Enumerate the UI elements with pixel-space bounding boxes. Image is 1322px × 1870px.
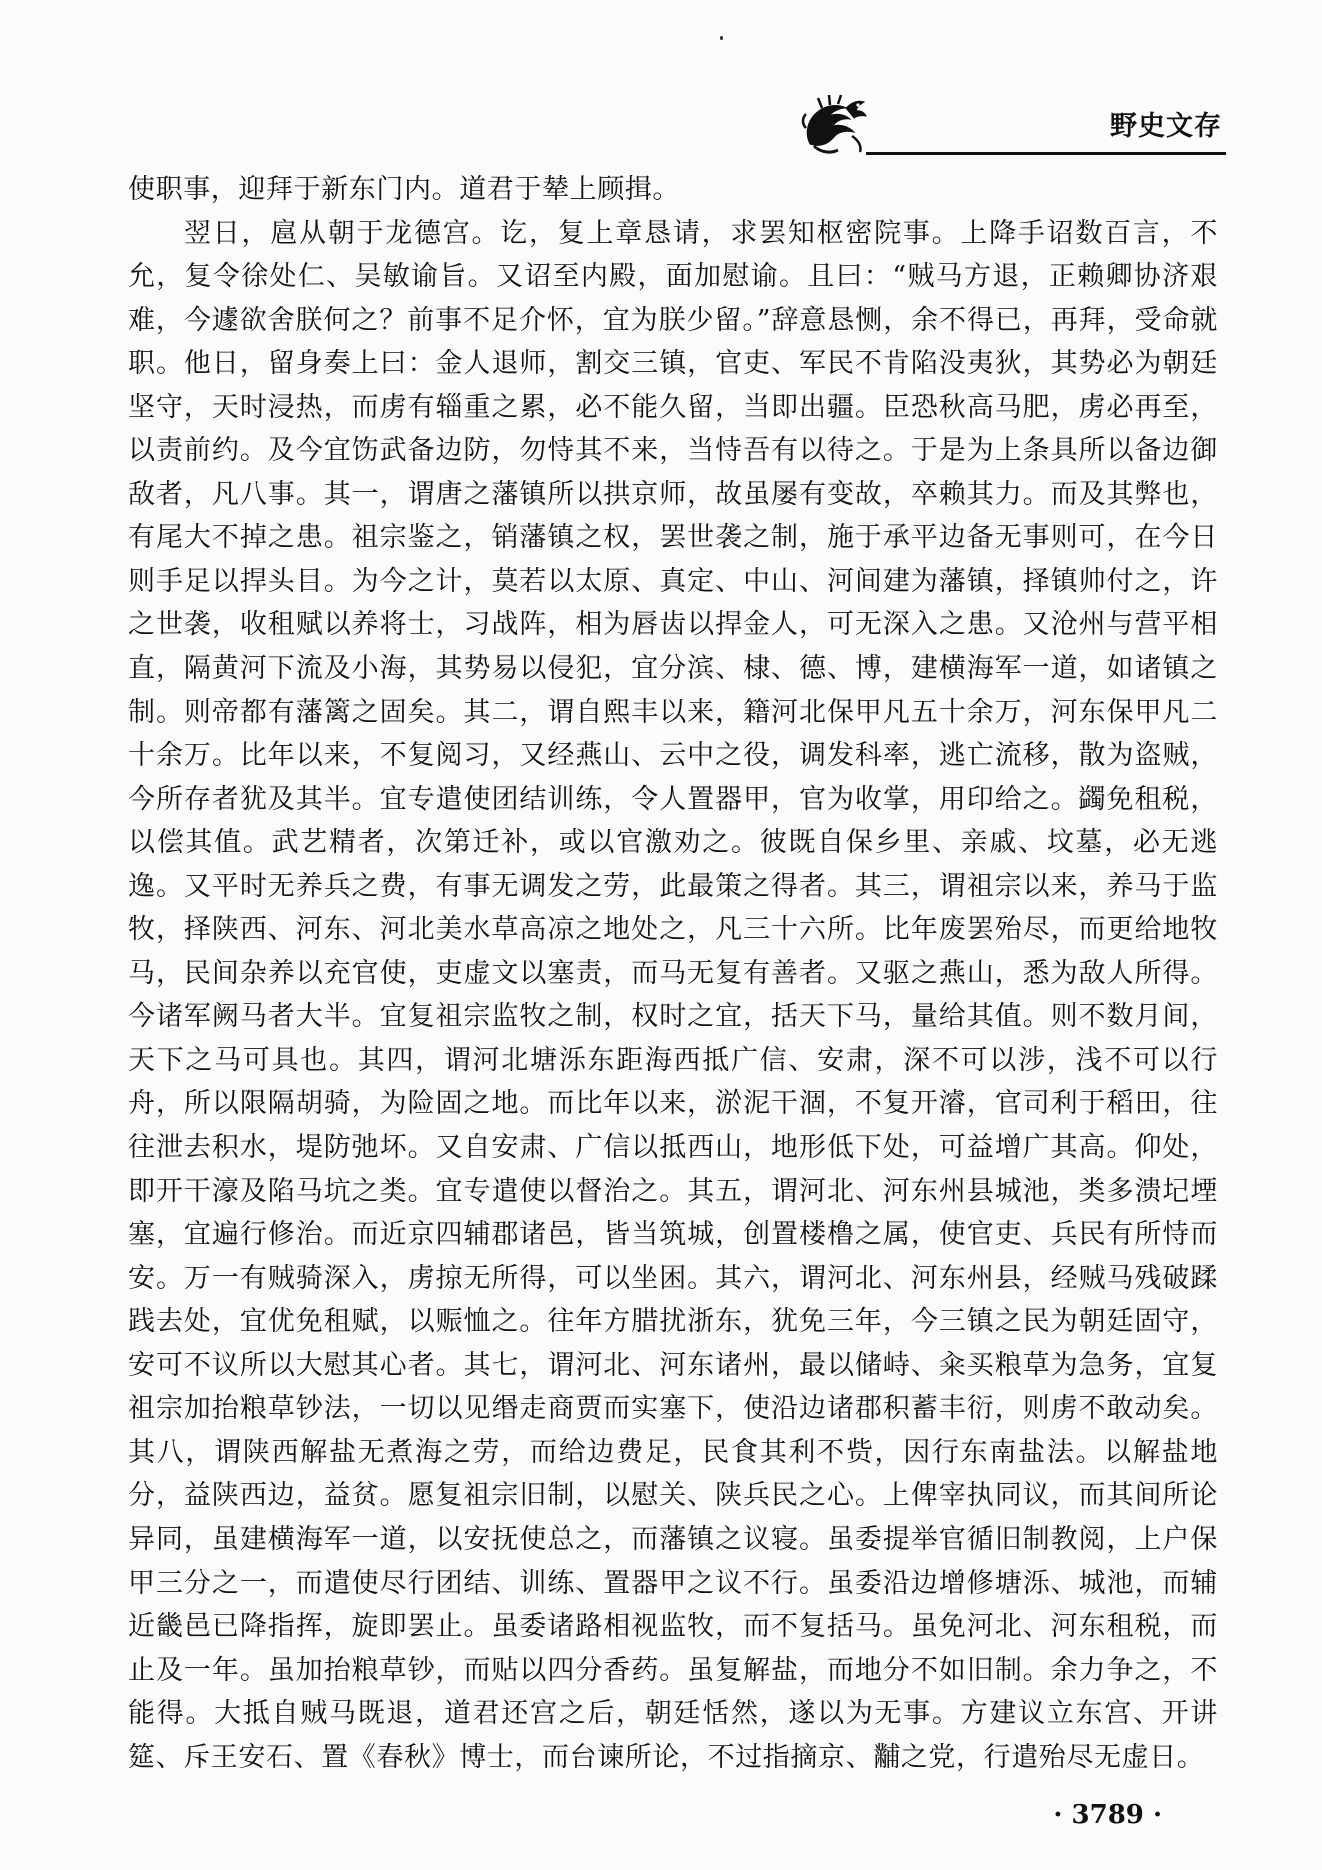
body-text xyxy=(128,168,1218,1779)
running-header-title: 野史文存 xyxy=(1110,111,1222,142)
running-header xyxy=(800,92,1230,162)
header-rule xyxy=(866,152,1226,155)
dragon-emblem-icon xyxy=(800,92,868,158)
paragraph-main: 翌日，扈从朝于龙德宫。讫，复上章恳请，求罢知枢密院事。上降手诏数百言，不允，复令徐处仁、吴敏谕旨。又诏至内殿，面加慰谕。且曰：“贼马方退，正赖卿协济艰难，今遽欲舍朕何之？前事不足介怀，宜为朕少留。”辞意恳恻，余不得已，再拜，受命就职。他日，留身奏上曰：金人退师，割交三镇，官吏、军民不肯陷没夷狄，其势必为朝廷坚守，天时浸热，而虏有辎重之累，必不能久留，当即出疆。臣恐秋高马肥，虏必再至，以责前约。及今宜饬武备边防，勿恃其不来，当恃吾有以待之。于是为上条具所以备边御敌者，凡八事。其一，谓唐之藩镇所以拱京师，故虽屡有变故，卒赖其力。而及其弊也，有尾大不掉之患。祖宗鉴之，销藩镇之权，罢世袭之制，施于承平边备无事则可，在今日则手足以捍头目。为今之计，莫若以太原、真定、中山、河间建为藩镇，择镇帅付之，许之世袭，收租赋以养将士，习战阵，相为唇齿以捍金人，可无深入之患。又沧州与营平相直，隔黄河下流及小海，其势易以侵犯，宜分滨、棣、德、博，建横海军一道，如诸镇之制。则帝都有藩篱之固矣。其二，谓自熙丰以来，籍河北保甲凡五十余万，河东保甲凡二十余万。比年以来，不复阅习，又经燕山、云中之役，调发科率，逃亡流移，散为盗贼，今所存者犹及其半。宜专遣使团结训练，令人置器甲，官为收掌，用印给之。蠲免租税，以偿其值。武艺精者，次第迁补，或以官激劝之。彼既自保乡里、亲戚、坟墓，必无逃逸。又平时无养兵之费，有事无调发之劳，此最策之得者。其三，谓祖宗以来，养马于监牧，择陕西、河东、河北美水草高凉之地处之，凡三十六所。比年废罢殆尽，而更给地牧马，民间杂养以充官使，吏虚文以塞责，而马无复有善者。又驱之燕山，悉为敌人所得。今诸军阙马者大半。宜复祖宗监牧之制，权时之宜，括天下马，量给其值。则不数月间，天下之马可具也。其四，谓河北塘泺东距海西抵广信、安肃，深不可以涉，浅不可以行舟，所以限隔胡骑，为险固之地。而比年以来，淤泥干涸，不复开濬，官司利于稻田，往往泄去积水，堤防弛坏。又自安肃、广信以抵西山，地形低下处，可益增广其高。仰处，即开干濠及陷马坑之类。宜专遣使以督治之。其五，谓河北、河东州县城池，类多溃圮堙塞，宜遍行修治。而近京四辅郡诸邑，皆当筑城，创置楼橹之属，使官吏、兵民有所恃而安。万一有贼骑深入，虏掠无所得，可以坐困。其六，谓河北、河东州县，经贼马残破蹂践去处，宜优免租赋，以赈恤之。往年方腊扰浙东，犹免三年，今三镇之民为朝廷固守，安可不议所以大慰其心者。其七，谓河北、河东诸州，最以储峙、籴买粮草为急务，宜复祖宗加抬粮草钞法，一切以见缗走商贾而实塞下，使沿边诸郡积蓄丰衍，则虏不敢动矣。其八，谓陕西解盐无煮海之劳，而给边费足，民食其利不赀，因行东南盐法。以解盐地分，益陕西边，益贫。愿复祖宗旧制，以慰关、陕兵民之心。上俾宰执同议，而其间所论异同，虽建横海军一道，以安抚使总之，而藩镇之议寝。虽委提举官循旧制教阅，上户保甲三分之一，而遣使尽行团结、训练、置器甲之议不行。虽委沿边增修塘泺、城池，而辅近畿邑已降指挥，旋即罢止。虽委诸路相视监牧，而不复括马。虽免河北、河东租税，而止及一年。虽加抬粮草钞，而贴以四分香药。虽复解盐，而地分不如旧制。余力争之，不能得。大抵自贼马既退，道君还宫之后，朝廷恬然，遂以为无事。方建议立东宫、开讲筵、斥王安石、置《春秋》博士，而台谏所论，不过指摘京、黼之党，行遣殆尽无虚日。 xyxy=(128,217,1218,1773)
page-number: · 3789 · xyxy=(1053,1800,1162,1830)
scan-speck xyxy=(720,36,723,40)
paragraph-continuation: 使职事，迎拜于新东门内。道君于辇上顾揖。 xyxy=(128,174,680,205)
